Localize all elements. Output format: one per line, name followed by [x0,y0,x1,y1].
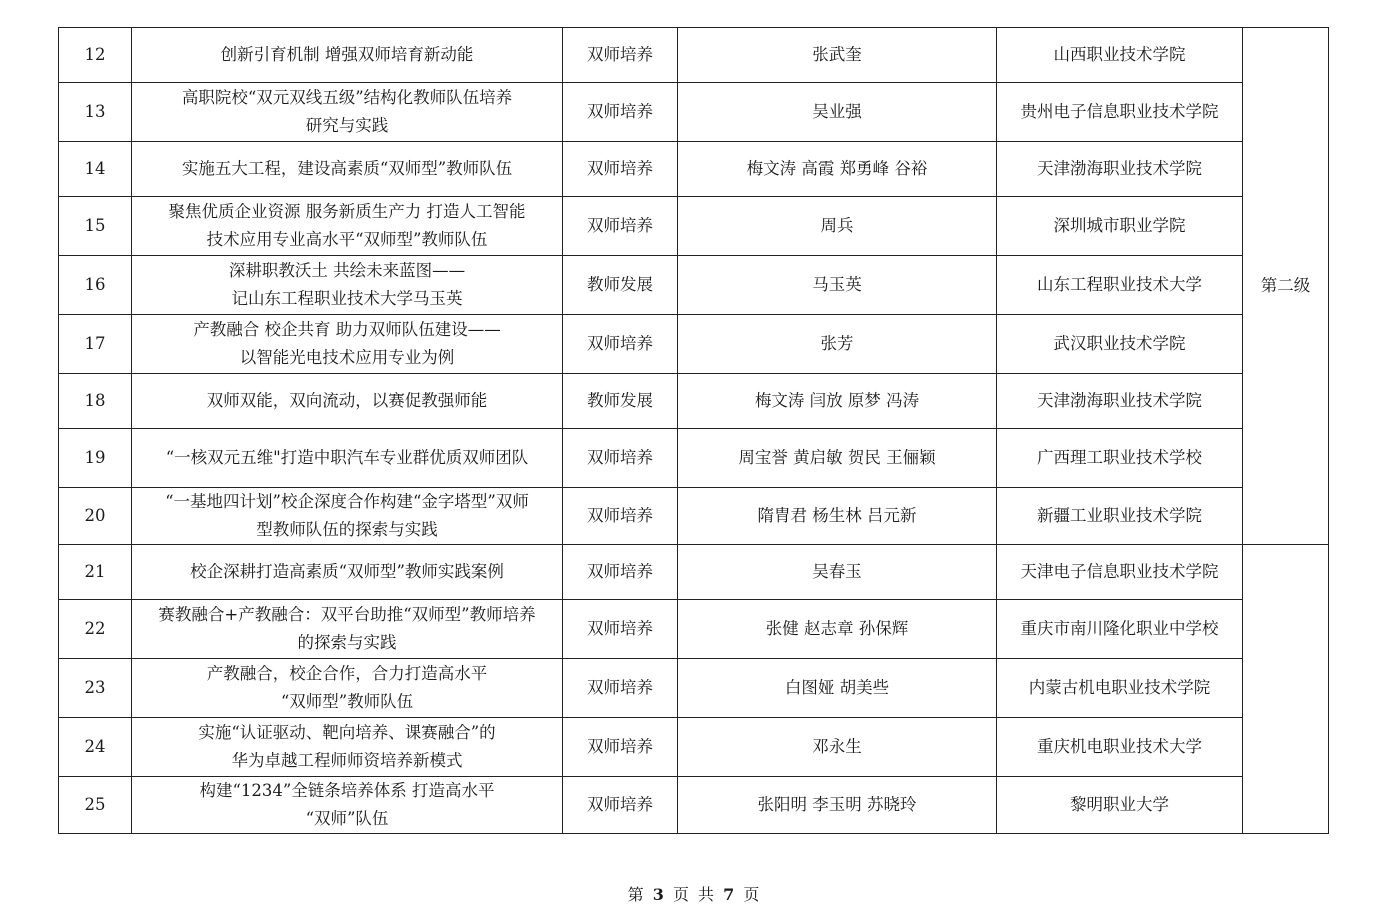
authors-cell: 张健 赵志章 孙保辉 [678,600,997,659]
category-cell: 双师培养 [563,718,678,777]
row-number: 14 [59,142,132,197]
award-table [58,27,1329,834]
table-row [59,315,1329,374]
institution-cell: 新疆工业职业技术学院 [997,488,1243,545]
page-footer [0,882,1389,905]
case-title-line: “一核双元五维"打造中职汽车专业群优质双师团队 [165,448,529,467]
row-number: 15 [59,197,132,256]
case-title-line: 高职院校“双元双线五级”结构化教师队伍培养 [181,88,513,107]
case-title [132,197,563,256]
row-number: 21 [59,545,132,600]
institution-cell: 山东工程职业技术大学 [997,256,1243,315]
institution-cell: 重庆市南川隆化职业中学校 [997,600,1243,659]
row-number: 25 [59,777,132,834]
institution-cell: 内蒙古机电职业技术学院 [997,659,1243,718]
case-title [132,545,563,600]
authors-cell: 张芳 [678,315,997,374]
case-title-line: 双师双能，双向流动，以赛促教强师能 [206,391,488,410]
table-row [59,256,1329,315]
table-row [59,374,1329,429]
authors-cell: 吴春玉 [678,545,997,600]
case-title-line: 型教师队伍的探索与实践 [256,520,438,539]
authors-cell: 张阳明 李玉明 苏晓玲 [678,777,997,834]
authors-cell: 邓永生 [678,718,997,777]
institution-cell: 武汉职业技术学院 [997,315,1243,374]
table-row [59,429,1329,488]
case-title [132,718,563,777]
table-row [59,488,1329,545]
table-row [59,28,1329,83]
case-title [132,28,563,83]
award-level-cell [1243,545,1329,834]
category-cell: 双师培养 [563,28,678,83]
footer-suffix: 页 [743,885,762,904]
case-title-line: “双师”队伍 [305,809,389,828]
case-title [132,600,563,659]
case-title [132,83,563,142]
authors-cell: 马玉英 [678,256,997,315]
row-number: 18 [59,374,132,429]
institution-cell: 贵州电子信息职业技术学院 [997,83,1243,142]
category-cell: 教师发展 [563,374,678,429]
case-title-line: 深耕职教沃土 共绘未来蓝图—— [228,261,466,280]
current-page-number: 3 [652,885,666,904]
category-cell: 双师培养 [563,545,678,600]
row-number: 13 [59,83,132,142]
total-page-number: 7 [723,885,737,904]
case-title-line: 实施五大工程，建设高素质“双师型”教师队伍 [181,159,513,178]
table-row [59,545,1329,600]
institution-cell: 广西理工职业技术学校 [997,429,1243,488]
institution-cell: 天津渤海职业技术学院 [997,374,1243,429]
case-title-line: 产教融合，校企合作，合力打造高水平 [206,664,488,683]
category-cell: 双师培养 [563,142,678,197]
row-number: 17 [59,315,132,374]
case-title-line: 聚焦优质企业资源 服务新质生产力 打造人工智能 [168,202,526,221]
case-title-line: 研究与实践 [305,116,389,135]
award-level-cell: 第二级 [1243,28,1329,545]
category-cell: 双师培养 [563,315,678,374]
authors-cell: 梅文涛 高霞 郑勇峰 谷裕 [678,142,997,197]
case-title-line: 实施“认证驱动、靶向培养、课赛融合”的 [198,723,496,742]
row-number: 12 [59,28,132,83]
case-title-line: “双师型”教师队伍 [280,692,414,711]
category-cell: 双师培养 [563,600,678,659]
table-row [59,659,1329,718]
case-title-line: 校企深耕打造高素质“双师型”教师实践案例 [190,562,504,581]
category-cell: 双师培养 [563,83,678,142]
row-number: 23 [59,659,132,718]
category-cell: 双师培养 [563,659,678,718]
case-title [132,142,563,197]
category-cell: 双师培养 [563,197,678,256]
case-title-line: 以智能光电技术应用专业为例 [239,348,455,367]
category-cell: 教师发展 [563,256,678,315]
table-row [59,777,1329,834]
authors-cell: 吴业强 [678,83,997,142]
case-title [132,488,563,545]
case-title [132,315,563,374]
case-title [132,374,563,429]
case-title-line: 技术应用专业高水平“双师型”教师队伍 [206,230,488,249]
institution-cell: 重庆机电职业技术大学 [997,718,1243,777]
table-row [59,197,1329,256]
footer-prefix: 第 [627,885,646,904]
table-body [59,28,1329,834]
row-number: 24 [59,718,132,777]
case-title-line: 产教融合 校企共育 助力双师队伍建设—— [193,320,501,339]
case-title-line: “一基地四计划”校企深度合作构建“金字塔型”双师 [165,492,529,511]
case-title-line: 赛教融合+产教融合：双平台助推“双师型”教师培养 [158,605,536,624]
row-number: 19 [59,429,132,488]
case-title-line: 创新引育机制 增强双师培育新动能 [220,45,474,64]
case-title-line: 记山东工程职业技术大学马玉英 [231,289,463,308]
institution-cell: 深圳城市职业学院 [997,197,1243,256]
row-number: 16 [59,256,132,315]
footer-middle: 页 共 [672,885,717,904]
case-title [132,659,563,718]
institution-cell: 黎明职业大学 [997,777,1243,834]
authors-cell: 张武奎 [678,28,997,83]
authors-cell: 周兵 [678,197,997,256]
case-title-line: 的探索与实践 [297,633,397,652]
case-title [132,256,563,315]
category-cell: 双师培养 [563,488,678,545]
authors-cell: 隋胄君 杨生林 吕元新 [678,488,997,545]
row-number: 20 [59,488,132,545]
case-title [132,429,563,488]
category-cell: 双师培养 [563,429,678,488]
category-cell: 双师培养 [563,777,678,834]
institution-cell: 山西职业技术学院 [997,28,1243,83]
row-number: 22 [59,600,132,659]
table-row [59,600,1329,659]
table-row [59,142,1329,197]
authors-cell: 梅文涛 闫放 原梦 冯涛 [678,374,997,429]
institution-cell: 天津渤海职业技术学院 [997,142,1243,197]
table-row [59,718,1329,777]
table-row [59,83,1329,142]
institution-cell: 天津电子信息职业技术学院 [997,545,1243,600]
authors-cell: 白图娅 胡美些 [678,659,997,718]
case-title-line: 构建“1234”全链条培养体系 打造高水平 [199,781,495,800]
authors-cell: 周宝誉 黄启敏 贺民 王俪颖 [678,429,997,488]
case-title-line: 华为卓越工程师师资培养新模式 [231,751,463,770]
case-title [132,777,563,834]
